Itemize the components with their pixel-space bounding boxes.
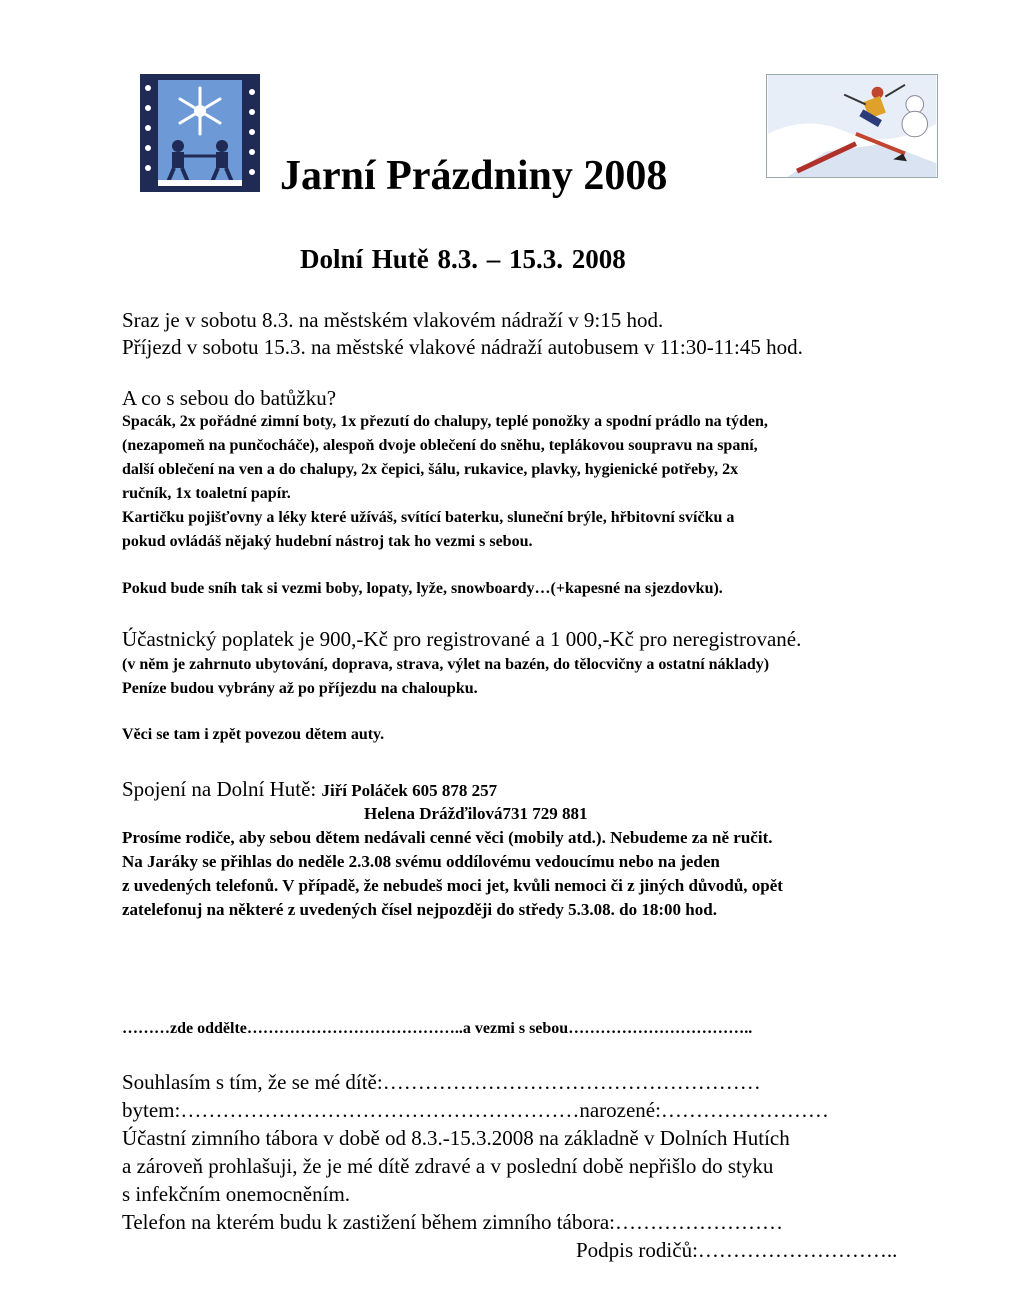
packing-heading: A co s sebou do batůžku? <box>122 386 337 410</box>
phone-field: Telefon na kterém budu k zastižení během zimního tábora:…………………… <box>122 1210 784 1234</box>
fee-note: (v něm je zahrnuto ubytování, doprava, strava, výlet na bazén, do tělocvičny a ostatní náklady) <box>122 656 770 673</box>
fee-collect: Peníze budou vybrány až po příjezdu na chaloupku. <box>122 680 478 697</box>
participation-line: Účastní zimního tábora v době od 8.3.-15.3.2008 na základně v Dolních Hutích <box>122 1126 790 1150</box>
packing-line: pokud ovládáš nějaký hudební nástroj tak ho vezmi s sebou. <box>122 533 533 550</box>
packing-line: ručník, 1x toaletní papír. <box>122 485 291 502</box>
packing-line: Kartičku pojišťovny a léky které užíváš, svítící baterku, sluneční brýle, hřbitovní svíčku a <box>122 509 735 526</box>
packing-line: (nezapomeň na punčocháče), alespoň dvoje oblečení do sněhu, teplákovou soupravu na spaní, <box>122 437 758 454</box>
skier-illustration-icon <box>766 74 938 178</box>
packing-line: Spacák, 2x pořádné zimní boty, 1x přezutí do chalupy, teplé ponožky a spodní prádlo na týden, <box>122 413 768 430</box>
health-line: s infekčním onemocněním. <box>122 1182 351 1206</box>
contact-line: Na Jaráky se přihlas do neděle 2.3.08 svému oddílovému vedoucímu nebo na jeden <box>122 852 720 871</box>
contact-line: z uvedených telefonů. V případě, že nebudeš moci jet, kvůli nemoci či z jiných důvodů, opět <box>122 876 783 895</box>
camp-logo-snowflake-icon <box>140 74 260 192</box>
return-line: Příjezd v sobotu 15.3. na městské vlakové nádraží autobusem v 11:30-11:45 hod. <box>122 335 803 359</box>
contact-block <box>122 777 497 802</box>
cut-line: ………zde oddělte…………………………………..a vezmi s sebou…………………………….. <box>122 1020 753 1037</box>
meeting-line: Sraz je v sobotu 8.3. na městském vlakovém nádraží v 9:15 hod. <box>122 308 664 332</box>
packing-line: další oblečení na ven a do chalupy, 2x čepici, šálu, rukavice, plavky, hygienické potřeby, 2x <box>122 461 739 478</box>
contact-line: Prosíme rodiče, aby sebou dětem nedávali cenné věci (mobily atd.). Nebudeme za ně ručit. <box>122 828 773 847</box>
contact-person-1: Jiří Poláček 605 878 257 <box>321 781 498 800</box>
health-line: a zároveň prohlašuji, že je mé dítě zdravé a v poslední době nepřišlo do styku <box>122 1154 774 1178</box>
consent-field: Souhlasím s tím, že se mé dítě:……………………………………………… <box>122 1070 761 1094</box>
page-title: Jarní Prázdniny 2008 <box>280 153 668 199</box>
contact-line: zatelefonuj na některé z uvedených čísel nejpozději do středy 5.3.08. do 18:00 hod. <box>122 900 717 919</box>
fee-line: Účastnický poplatek je 900,-Kč pro registrované a 1 000,-Kč pro neregistrované. <box>122 627 802 651</box>
transport-note: Věci se tam i zpět povezou dětem auty. <box>122 726 385 743</box>
contact-label: Spojení na Dolní Hutě: <box>122 777 322 801</box>
snow-gear-line: Pokud bude sníh tak si vezmi boby, lopaty, lyže, snowboardy…(+kapesné na sjezdovku). <box>122 580 723 597</box>
signature-field: Podpis rodičů:……………………….. <box>576 1238 898 1262</box>
residence-field: bytem:…………………………………………………narozené:…………………… <box>122 1098 829 1122</box>
page-subtitle: Dolní Hutě 8.3. – 15.3. 2008 <box>300 244 626 274</box>
contact-person-2: Helena Drážďilová731 729 881 <box>364 804 588 823</box>
